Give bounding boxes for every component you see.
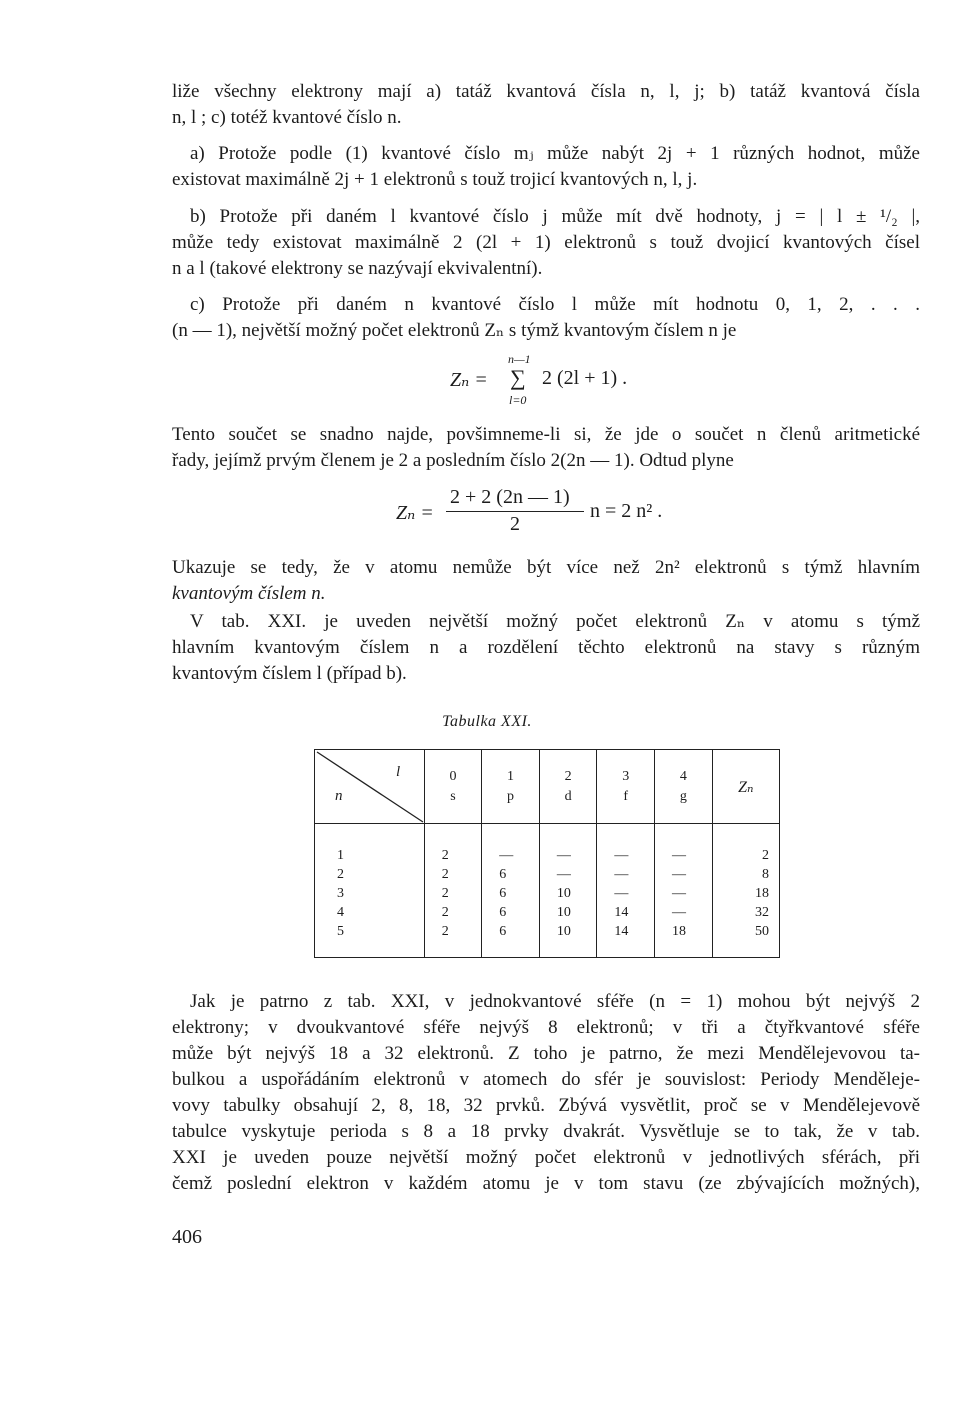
header-zn: Zₙ bbox=[712, 750, 779, 824]
table-cell: — bbox=[672, 867, 687, 882]
table-cell: 2 bbox=[441, 886, 449, 901]
header-l4 bbox=[655, 750, 713, 824]
corner-cell bbox=[315, 750, 425, 824]
table-cell: 32 bbox=[755, 905, 769, 920]
text-line: tabulce vyskytuje perioda s 8 a 18 prvky dvakrát. Vysvětluje se to tak, že v tab. bbox=[172, 1121, 920, 1142]
table-cell: — bbox=[614, 867, 629, 882]
table-cell: 18 bbox=[755, 886, 769, 901]
table-cell: — bbox=[672, 848, 687, 863]
table-cell: — bbox=[614, 848, 629, 863]
table-cell: 5 bbox=[337, 924, 344, 939]
electron-table bbox=[314, 749, 780, 958]
text-line: a) Protože podle (1) kvantové číslo mⱼ může nabýt 2j + 1 různých hodnot, může bbox=[190, 143, 920, 164]
text-line: může tedy existovat maximálně 2 (2l + 1) elektronů s touž dvojicí kvantových čísel bbox=[172, 232, 920, 253]
text-line: (n — 1), největší možný počet elektronů Zₙ s týmž kvantovým číslem n je bbox=[172, 320, 737, 341]
diagonal-line bbox=[315, 750, 425, 824]
header-l0 bbox=[424, 750, 481, 824]
text-line: může být nejvýš 18 a 32 elektronů. Z toho je patrno, že mezi Mendělejevovou ta- bbox=[172, 1043, 920, 1064]
fraction-bar bbox=[446, 511, 584, 512]
column-zn bbox=[712, 824, 779, 958]
text-line: řady, jejímž prvým členem je 2 a posledním číslo 2(2n — 1). Odtud plyne bbox=[172, 450, 734, 471]
text-line: bulkou a uspořádáním elektronů v atomech do sfér je souvislost: Periody Menděleje- bbox=[172, 1069, 920, 1090]
header-num: 3 bbox=[622, 768, 630, 784]
text-line: b) Protože při daném l kvantové číslo j může mít dvě hodnoty, j = | l ± ¹/₂ |, bbox=[190, 206, 920, 227]
text-line: vovy tabulky obsahují 2, 8, 18, 32 prvků. Zbývá vysvětlit, proč se v Mendělejevově bbox=[172, 1095, 920, 1116]
header-num: 2 bbox=[564, 768, 572, 784]
table-cell: 50 bbox=[755, 924, 769, 939]
text-line: V tab. XXI. je uveden největší možný počet elektronů Zₙ v atomu s týmž bbox=[190, 611, 920, 632]
table-cell: 6 bbox=[499, 905, 507, 920]
header-num: 4 bbox=[679, 768, 687, 784]
header-sym: f bbox=[623, 788, 629, 804]
text-line: c) Protože při daném n kvantové číslo l může mít hodnotu 0, 1, 2, . . . bbox=[190, 294, 920, 315]
table-cell: 10 bbox=[556, 905, 571, 920]
corner-label-l: l bbox=[396, 764, 401, 780]
table-cell: 14 bbox=[614, 924, 629, 939]
formula-lhs: Zₙ = bbox=[396, 502, 434, 524]
table-cell: 6 bbox=[499, 924, 507, 939]
table-cell: 10 bbox=[556, 886, 571, 901]
table-cell: — bbox=[499, 848, 514, 863]
header-num: 0 bbox=[449, 768, 457, 784]
table-cell: — bbox=[672, 886, 687, 901]
table-cell: — bbox=[614, 886, 629, 901]
table-cell: 1 bbox=[337, 848, 344, 863]
column-n bbox=[315, 824, 425, 958]
formula-body: 2 (2l + 1) . bbox=[542, 367, 628, 389]
table-caption: Tabulka XXI. bbox=[442, 713, 532, 730]
table-cell: — bbox=[556, 848, 571, 863]
header-sym: p bbox=[507, 788, 515, 804]
header-sym: s bbox=[450, 788, 456, 804]
table-cell: 18 bbox=[672, 924, 687, 939]
text-line: liže všechny elektrony mají a) tatáž kvantová čísla n, l, j; b) tatáž kvantová čísla bbox=[172, 81, 920, 102]
column-f bbox=[597, 824, 655, 958]
text-line: elektrony; v dvoukvantové sféře nejvýš 8 elektronů; v tři a čtyřkvantové sféře bbox=[172, 1017, 920, 1038]
header-sym: d bbox=[564, 788, 572, 804]
sum-lower-limit: l=0 bbox=[509, 393, 527, 407]
column-d bbox=[539, 824, 597, 958]
text-line: XXI je uveden pouze největší možný počet elektronů v jednotlivých sférách, při bbox=[172, 1147, 920, 1168]
table-cell: 4 bbox=[337, 905, 344, 920]
table-cell: 10 bbox=[556, 924, 571, 939]
fraction-numerator: 2 + 2 (2n — 1) bbox=[450, 486, 570, 508]
page-number: 406 bbox=[172, 1226, 202, 1248]
table-cell: 2 bbox=[441, 848, 449, 863]
header-l2 bbox=[539, 750, 597, 824]
header-l1 bbox=[482, 750, 540, 824]
fraction-denominator: 2 bbox=[510, 513, 520, 535]
text-line: čemž poslední elektron v každém atomu je v tom stavu (ze zbývajících možných), bbox=[172, 1173, 920, 1194]
formula-lhs: Zₙ = bbox=[450, 369, 488, 391]
column-p bbox=[482, 824, 540, 958]
table-cell: 2 bbox=[762, 848, 769, 863]
text-line: Ukazuje se tedy, že v atomu nemůže být více než 2n² elektronů s týmž hlavním bbox=[172, 557, 920, 578]
formula-rhs: n = 2 n² . bbox=[590, 500, 663, 522]
header-num: 1 bbox=[507, 768, 515, 784]
table-cell: 2 bbox=[441, 867, 449, 882]
text-line: n, l ; c) totéž kvantové číslo n. bbox=[172, 107, 402, 128]
table-cell: 6 bbox=[499, 867, 507, 882]
table-cell: — bbox=[672, 905, 687, 920]
text-line: kvantovým číslem l (případ b). bbox=[172, 663, 407, 684]
sum-upper-limit: n—1 bbox=[508, 352, 531, 366]
text-line: Tento součet se snadno najde, povšimneme-li si, že jde o součet n členů aritmetické bbox=[172, 424, 920, 445]
column-g bbox=[655, 824, 713, 958]
table-cell: 3 bbox=[337, 886, 344, 901]
text-line: Jak je patrno z tab. XXI, v jednokvantové sféře (n = 1) mohou být nejvýš 2 bbox=[190, 991, 920, 1012]
table-cell: 6 bbox=[499, 886, 507, 901]
table-cell: 2 bbox=[337, 867, 344, 882]
corner-label-n: n bbox=[335, 788, 343, 804]
sum-sign: ∑ bbox=[510, 365, 526, 390]
text-line: hlavním kvantovým číslem n a rozdělení těchto elektronů na stavy s různým bbox=[172, 637, 920, 658]
table-cell: 8 bbox=[762, 867, 769, 882]
table-cell: 2 bbox=[441, 905, 449, 920]
column-s bbox=[424, 824, 481, 958]
text-line: n a l (takové elektrony se nazývají ekvivalentní). bbox=[172, 258, 543, 279]
table-cell: — bbox=[556, 867, 571, 882]
text-line: kvantovým číslem n. bbox=[172, 583, 326, 604]
text-line: existovat maximálně 2j + 1 elektronů s touž trojicí kvantových n, l, j. bbox=[172, 169, 698, 190]
table-cell: 2 bbox=[441, 924, 449, 939]
header-sym: g bbox=[679, 788, 687, 804]
header-l3 bbox=[597, 750, 655, 824]
table-cell: 14 bbox=[614, 905, 629, 920]
